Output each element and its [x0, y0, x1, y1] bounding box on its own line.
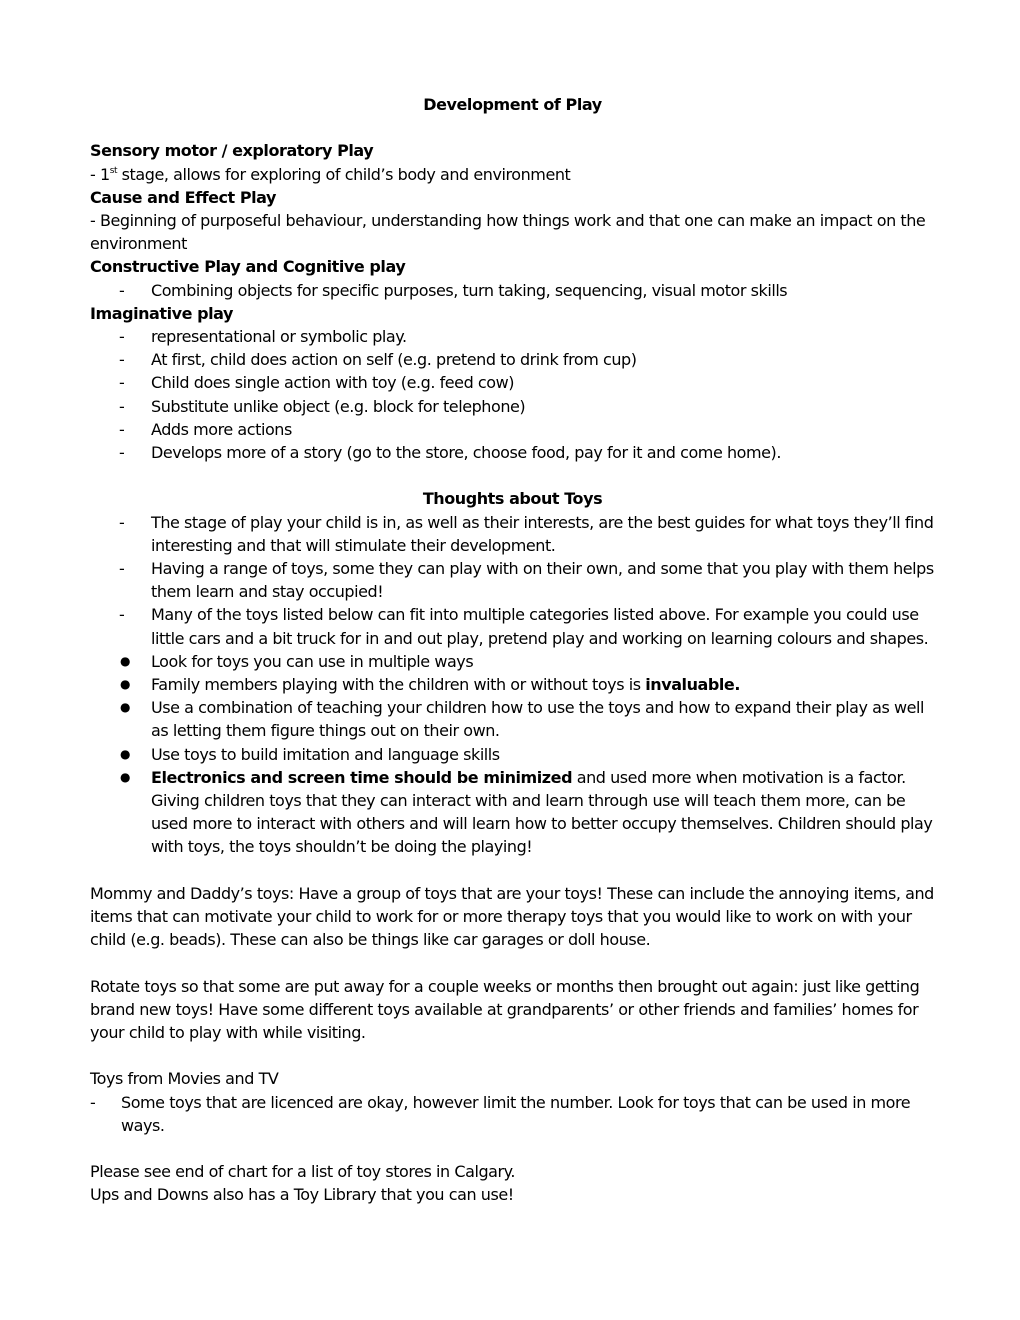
list-item: - Develops more of a story (go to the store, choose food, pay for it and come home).	[119, 443, 781, 463]
bullet-icon: ●	[120, 653, 131, 668]
list-item: - Combining objects for specific purposes, turn taking, sequencing, visual motor skills	[119, 280, 788, 300]
bullet-icon: ●	[120, 746, 131, 761]
list-item: - The stage of play your child is in, as well as their interests, are the best guides for what toys they’ll find interesting and that will stimulate their development.	[119, 512, 934, 555]
heading-sensory-motor: Sensory motor / exploratory Play	[90, 141, 374, 161]
mommy-daddy-paragraph: Mommy and Daddy’s toys: Have a group of toys that are your toys! These can include the annoying items, and items that can motivate your child to work for or more therapy toys that you would like to work on with your child (e.g. beads). These can also be things like car garages or doll house.	[90, 883, 934, 950]
list-item: ● Use toys to build imitation and language skills	[90, 743, 935, 766]
heading-imaginative: Imaginative play	[90, 303, 234, 323]
list-item: - At first, child does action on self (e.g. pretend to drink from cup)	[119, 350, 637, 370]
list-item: - Having a range of toys, some they can play with on their own, and some that you play with them helps them learn and stay occupied!	[119, 559, 934, 602]
rotate-paragraph: Rotate toys so that some are put away for a couple weeks or months then brought out again: just like getting brand new toys! Have some different toys available at grandparents’ or other friends and families’ homes for your child to play with while visiting.	[90, 976, 920, 1043]
closing-line-2: Ups and Downs also has a Toy Library that you can use!	[90, 1185, 514, 1205]
page-title: Development of Play	[423, 95, 602, 114]
movies-heading: Toys from Movies and TV	[90, 1069, 279, 1089]
toys-bullet-list	[90, 650, 935, 859]
list-item: ● Look for toys you can use in multiple ways	[90, 650, 935, 673]
list-item: - Substitute unlike object (e.g. block for telephone)	[119, 396, 526, 416]
bullet-icon: ●	[120, 677, 131, 692]
constructive-list	[90, 279, 935, 302]
bullet-icon: ●	[120, 769, 131, 784]
list-item: ● Use a combination of teaching your children how to use the toys and how to expand their play as well as letting them figure things out on their own.	[120, 698, 925, 741]
list-item: - Adds more actions	[119, 419, 292, 439]
imaginative-list	[90, 325, 935, 464]
heading-constructive: Constructive Play and Cognitive play	[90, 257, 406, 277]
toys-dash-list	[90, 511, 935, 650]
document-page	[90, 90, 935, 1207]
list-item: - Some toys that are licenced are okay, however limit the number. Look for toys that can be used in more ways.	[90, 1092, 911, 1135]
cause-effect-text: - Beginning of purposeful behaviour, understanding how things work and that one can make an impact on the environment	[90, 211, 926, 254]
heading-cause-effect: Cause and Effect Play	[90, 187, 276, 207]
toys-heading: Thoughts about Toys	[422, 489, 603, 509]
sensory-motor-text: - 1st stage, allows for exploring of child’s body and environment	[90, 164, 571, 184]
list-item: ● Electronics and screen time should be minimized and used more when motivation is a factor. Giving children toys that they can interact with and learn through use will teach them more, can be used more to interact with others and will learn how to better occupy themselves. Children should play with toys, the toys shouldn’t be doing the playing!	[120, 767, 933, 857]
bullet-icon: ●	[120, 700, 131, 715]
list-item: - representational or symbolic play.	[119, 327, 407, 347]
list-item: ● Family members playing with the children with or without toys is invaluable.	[90, 673, 935, 696]
closing-line-1: Please see end of chart for a list of toy stores in Calgary.	[90, 1162, 516, 1182]
movies-list	[90, 1091, 935, 1137]
list-item: - Many of the toys listed below can fit into multiple categories listed above. For example you could use little cars and a bit truck for in and out play, pretend play and working on learning colours and shapes.	[119, 605, 929, 648]
list-item: - Child does single action with toy (e.g. feed cow)	[119, 373, 515, 393]
